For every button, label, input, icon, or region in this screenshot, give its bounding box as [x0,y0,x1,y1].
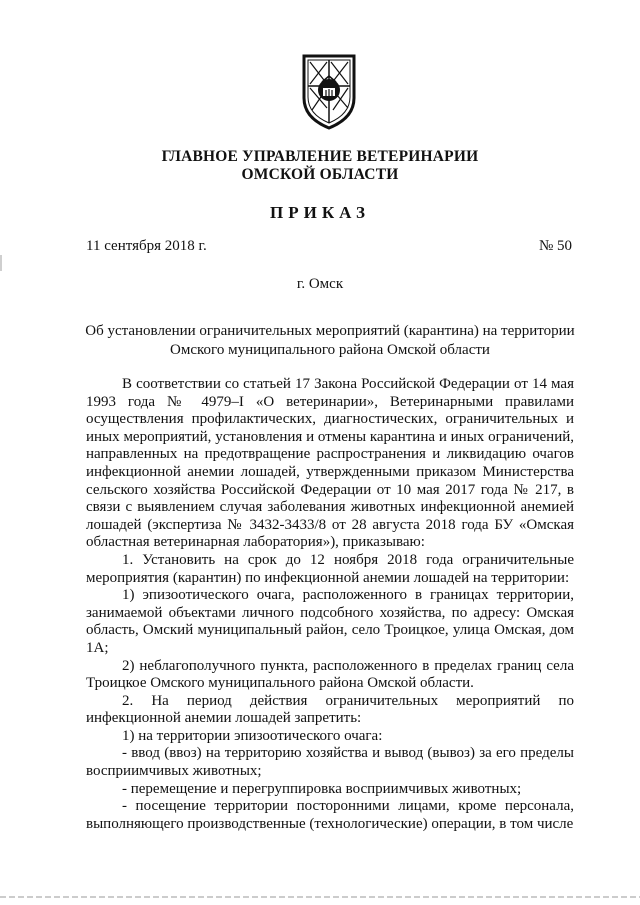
coat-of-arms-emblem [298,52,360,132]
document-body [86,376,574,833]
organization-name-line1: ГЛАВНОЕ УПРАВЛЕНИЕ ВЕТЕРИНАРИИ [161,148,479,165]
subject-line2: Омского муниципального района Омской области [170,342,490,358]
body-paragraph-item-1-1: 1) эпизоотического очага, расположенного в границах территории, занимаемой объектами личного подсобного хозяйства, по адресу: Омская область, Омский муниципальный район, село Троицкое, улица Омская, дом 1А; [86,587,574,656]
subject-line1: Об установлении ограничительных мероприятий (карантина) на территории [85,323,575,339]
body-paragraph-item-2-1: 1) на территории эпизоотического очага: [122,727,383,744]
organization-name-line2: ОМСКОЙ ОБЛАСТИ [241,166,399,183]
scan-edge-mark [0,255,2,271]
body-paragraph-item-1: 1. Установить на срок до 12 ноября 2018 года ограничительные мероприятия (карантин) по инфекционной анемии лошадей на территории: [86,551,574,586]
body-paragraph-ban-3: - посещение территории посторонними лицами, кроме персонала, выполняющего производственные (технологические) операции, в том числе [86,798,574,832]
body-paragraph-item-1-2: 2) неблагополучного пункта, расположенного в пределах границ села Троицкое Омского муниципального района Омской области. [86,657,574,692]
document-subject [80,322,580,360]
document-type-title: ПРИКАЗ [270,203,370,222]
document-date: 11 сентября 2018 г. [86,238,207,254]
body-paragraph-ban-2: - перемещение и перегруппировка восприимчивых животных; [122,780,522,797]
document-city: г. Омск [296,276,344,292]
body-paragraph-preamble: В соответствии со статьей 17 Закона Российской Федерации от 14 мая 1993 года № 4979–I «О ветеринарии», Ветеринарными правилами осуществления профилактических, диагностических, ограничительных и иных мероприятий, установления и отмены карантина и иных ограничений, направленных на предотвращение распространения и ликвидацию очагов инфекционной анемии лошадей, утвержденными приказом Министерства сельского хозяйства Российской Федерации от 10 мая 2017 года № 217, в связи с выявлением случая заболевания животных инфекционной анемией лошадей (экспертиза № 3432-3433/8 от 28 августа 2018 года БУ «Омская областная ветеринарная лаборатория»), приказываю: [86,376,574,551]
body-paragraph-item-2: 2. На период действия ограничительных мероприятий по инфекционной анемии лошадей запретить: [86,692,574,727]
document-number: № 50 [538,238,572,254]
body-paragraph-ban-1: - ввод (ввоз) на территорию хозяйства и вывод (вывоз) за его пределы восприимчивых животных; [86,745,574,780]
scan-bottom-edge [0,896,640,898]
